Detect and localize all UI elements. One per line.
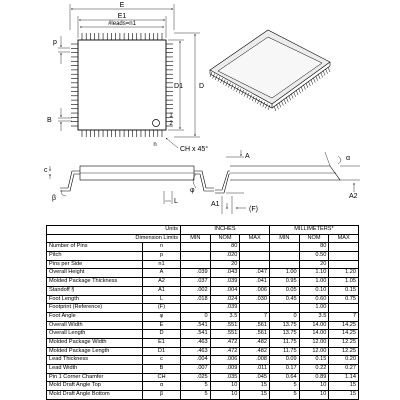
cell-mm-nom: 0.50 [299, 252, 329, 261]
cell-name: Foot Length [47, 295, 143, 304]
cell-in-min: .037 [181, 278, 211, 287]
cell-in-min [181, 304, 211, 313]
cell-in-min [181, 260, 211, 269]
label-pin2: 2 [169, 121, 173, 127]
cell-in-nom: .009 [210, 365, 240, 374]
header-mm-nom: NOM [299, 234, 329, 243]
label-p: p [53, 39, 57, 46]
cell-in-max [240, 243, 270, 252]
table-row [47, 365, 359, 374]
cell-in-min [181, 243, 211, 252]
cell-name: Number of Pins [47, 243, 143, 252]
cell-in-nom: 3.5 [210, 312, 240, 321]
table-row [47, 373, 359, 382]
cell-in-nom: .039 [210, 304, 240, 313]
cell-mm-min [270, 243, 300, 252]
cell-name: Overall Length [47, 330, 143, 339]
cell-in-max: .041 [240, 278, 270, 287]
cell-mm-max: 12.25 [329, 347, 359, 356]
cell-name: Foot Angle [47, 312, 143, 321]
cell-in-nom: 80 [210, 243, 240, 252]
cell-in-min: .007 [181, 365, 211, 374]
cell-mm-max: 15 [329, 382, 359, 391]
cell-mm-min: 5 [270, 382, 300, 391]
label-F: (F) [249, 206, 258, 213]
table-row [47, 391, 359, 400]
cell-name: Lead Thickness [47, 356, 143, 365]
cell-in-nom: 10 [210, 391, 240, 400]
cell-mm-min: 0.64 [270, 373, 300, 382]
cell-name: Molded Package Width [47, 338, 143, 347]
cell-in-nom: .024 [210, 295, 240, 304]
cell-mm-nom: 1.00 [299, 304, 329, 313]
table-row [47, 338, 359, 347]
cell-in-min: .039 [181, 269, 211, 278]
cell-mm-nom: 0.60 [299, 295, 329, 304]
cell-mm-nom: 0.15 [299, 356, 329, 365]
cell-mm-max: 7 [329, 312, 359, 321]
dimension-table [46, 225, 359, 400]
cell-mm-min [270, 252, 300, 261]
cell-sym: B [143, 365, 181, 374]
cell-mm-nom: 14.00 [299, 330, 329, 339]
cell-mm-nom: 10 [299, 382, 329, 391]
cell-in-max: 7 [240, 312, 270, 321]
label-D: D [199, 83, 205, 90]
cell-sym: CH [143, 373, 181, 382]
label-chamfer: CH x 45° [180, 146, 209, 153]
cell-name: Molded Package Thickness [47, 278, 143, 287]
table-row [47, 321, 359, 330]
cell-sym: φ [143, 312, 181, 321]
cell-mm-max: 0.27 [329, 365, 359, 374]
cell-name: Overall Height [47, 269, 143, 278]
cell-in-max: .006 [240, 286, 270, 295]
cell-mm-max: 1.05 [329, 278, 359, 287]
cell-sym: D1 [143, 347, 181, 356]
cell-sym: E [143, 321, 181, 330]
side-view [50, 166, 214, 204]
table-row [47, 347, 359, 356]
cell-sym: A1 [143, 286, 181, 295]
label-A2: A2 [349, 193, 358, 200]
cell-name: Mold Draft Angle Bottom [47, 391, 143, 400]
label-A1: A1 [211, 201, 220, 208]
cell-name: Overall Width [47, 321, 143, 330]
table-row [47, 295, 359, 304]
table-row [47, 356, 359, 365]
label-A: A [245, 153, 250, 160]
cell-in-min: .541 [181, 321, 211, 330]
cell-mm-max [329, 304, 359, 313]
cell-mm-nom: 12.00 [299, 347, 329, 356]
cell-name: Footprint (Reference) [47, 304, 143, 313]
cell-in-min: 5 [181, 382, 211, 391]
cell-in-min: .025 [181, 373, 211, 382]
cell-name: Standoff § [47, 286, 143, 295]
cell-mm-min: 0 [270, 312, 300, 321]
cell-in-nom: .004 [210, 286, 240, 295]
cell-mm-min: 0.05 [270, 286, 300, 295]
table-row [47, 252, 359, 261]
cell-in-min [181, 252, 211, 261]
cell-in-max: .047 [240, 269, 270, 278]
cell-mm-min: 13.75 [270, 321, 300, 330]
cell-name: Molded Package Length [47, 347, 143, 356]
table-row [47, 304, 359, 313]
cell-in-nom: 20 [210, 260, 240, 269]
cell-mm-max: 0.75 [329, 295, 359, 304]
cell-name: Pitch [47, 252, 143, 261]
label-leads: #leads=n1 [108, 21, 136, 27]
cell-in-min: 0 [181, 312, 211, 321]
cell-mm-nom: 0.10 [299, 286, 329, 295]
label-beta: β [52, 195, 57, 202]
cell-in-nom: .035 [210, 373, 240, 382]
cell-sym: n [143, 243, 181, 252]
cell-in-max [240, 252, 270, 261]
header-inches: INCHES [181, 226, 270, 235]
label-n: n [153, 142, 157, 148]
cell-mm-max [329, 252, 359, 261]
cell-mm-min: 5 [270, 391, 300, 400]
cell-in-max: 15 [240, 391, 270, 400]
header-in-nom: NOM [210, 234, 240, 243]
cell-in-max: .482 [240, 347, 270, 356]
cell-name: Pin 1 Corner Chamfer [47, 373, 143, 382]
cell-mm-nom: 1.10 [299, 269, 329, 278]
cell-mm-nom: 3.5 [299, 312, 329, 321]
table-row [47, 382, 359, 391]
cell-mm-nom: 80 [299, 243, 329, 252]
cell-name: Lead Width [47, 365, 143, 374]
cell-in-max: 15 [240, 382, 270, 391]
cell-in-nom: .039 [210, 278, 240, 287]
cell-mm-max: 1.14 [329, 373, 359, 382]
label-B: B [47, 117, 52, 124]
header-mm-max: MAX [329, 234, 359, 243]
header-units: Units [47, 226, 181, 235]
cell-sym: A2 [143, 278, 181, 287]
cell-sym: D [143, 330, 181, 339]
cell-sym: c [143, 356, 181, 365]
label-E: E [119, 2, 125, 9]
cell-in-nom: .020 [210, 252, 240, 261]
cell-in-min: .463 [181, 338, 211, 347]
cell-in-min: 5 [181, 391, 211, 400]
label-alpha: α [346, 155, 351, 162]
table-row [47, 269, 359, 278]
lead-detail-labels [211, 153, 358, 213]
table-row [47, 312, 359, 321]
cell-in-max: .045 [240, 373, 270, 382]
cell-sym: E1 [143, 338, 181, 347]
cell-in-nom: .472 [210, 347, 240, 356]
cell-sym: p [143, 252, 181, 261]
cell-mm-min [270, 304, 300, 313]
header-in-max: MAX [240, 234, 270, 243]
table-row [47, 278, 359, 287]
cell-name: Pins per Side [47, 260, 143, 269]
cell-mm-min: 0.09 [270, 356, 300, 365]
cell-sym: (F) [143, 304, 181, 313]
cell-sym: β [143, 391, 181, 400]
cell-in-max: .008 [240, 356, 270, 365]
cell-in-nom: .006 [210, 356, 240, 365]
cell-mm-nom: 0.89 [299, 373, 329, 382]
cell-in-max: .011 [240, 365, 270, 374]
header-in-min: MIN [181, 234, 211, 243]
label-D1: D1 [174, 83, 183, 90]
cell-mm-max [329, 243, 359, 252]
header-mm-min: MIN [270, 234, 300, 243]
label-c: c [44, 167, 48, 174]
cell-mm-min: 0.95 [270, 278, 300, 287]
cell-mm-min: 13.75 [270, 330, 300, 339]
lead-detail-view [215, 150, 360, 214]
table-row [47, 243, 359, 252]
header-mm: MILLIMETERS* [270, 226, 359, 235]
header-dimension-limits: Dimension Limits [47, 234, 181, 243]
cell-in-nom: .472 [210, 338, 240, 347]
cell-mm-nom: 20 [299, 260, 329, 269]
cell-in-min: .004 [181, 356, 211, 365]
pin1-marker [153, 120, 160, 127]
cell-mm-max: 0.20 [329, 356, 359, 365]
cell-in-min: .541 [181, 330, 211, 339]
cell-mm-min: 0.45 [270, 295, 300, 304]
cell-mm-min: 1.00 [270, 269, 300, 278]
cell-in-max: .561 [240, 330, 270, 339]
cell-mm-min: 11.75 [270, 338, 300, 347]
table-row [47, 330, 359, 339]
cell-mm-max: 14.25 [329, 321, 359, 330]
cell-mm-min: 11.75 [270, 347, 300, 356]
cell-in-max: .030 [240, 295, 270, 304]
isometric-view [210, 30, 330, 111]
table-header-limits [47, 234, 359, 243]
cell-mm-max: 1.20 [329, 269, 359, 278]
cell-sym: n1 [143, 260, 181, 269]
cell-in-max: .561 [240, 321, 270, 330]
cell-in-max: .482 [240, 338, 270, 347]
cell-mm-max: 12.25 [329, 338, 359, 347]
cell-mm-max [329, 260, 359, 269]
cell-sym: L [143, 295, 181, 304]
label-pin1: 1 [169, 113, 173, 119]
cell-in-nom: .043 [210, 269, 240, 278]
cell-mm-nom: 1.00 [299, 278, 329, 287]
cell-in-min: .463 [181, 347, 211, 356]
cell-mm-max: 0.15 [329, 286, 359, 295]
cell-in-min: .002 [181, 286, 211, 295]
cell-mm-min [270, 260, 300, 269]
label-E1: E1 [117, 13, 127, 20]
cell-in-max [240, 304, 270, 313]
cell-in-nom: 10 [210, 382, 240, 391]
cell-mm-nom: 10 [299, 391, 329, 400]
cell-sym: A [143, 269, 181, 278]
cell-sym: α [143, 382, 181, 391]
table-row [47, 286, 359, 295]
cell-mm-nom: 0.22 [299, 365, 329, 374]
cell-in-nom: .551 [210, 321, 240, 330]
cell-in-min: .018 [181, 295, 211, 304]
cell-mm-nom: 14.00 [299, 321, 329, 330]
cell-name: Mold Draft Angle Top [47, 382, 143, 391]
label-phi: φ [190, 187, 195, 194]
label-L: L [174, 198, 178, 205]
cell-mm-min: 0.17 [270, 365, 300, 374]
cell-mm-max: 15 [329, 391, 359, 400]
cell-in-max [240, 260, 270, 269]
table-row [47, 260, 359, 269]
cell-mm-max: 14.25 [329, 330, 359, 339]
cell-mm-nom: 12.00 [299, 338, 329, 347]
cell-in-nom: .551 [210, 330, 240, 339]
top-view-body [78, 40, 166, 130]
table-header-units [47, 226, 359, 235]
